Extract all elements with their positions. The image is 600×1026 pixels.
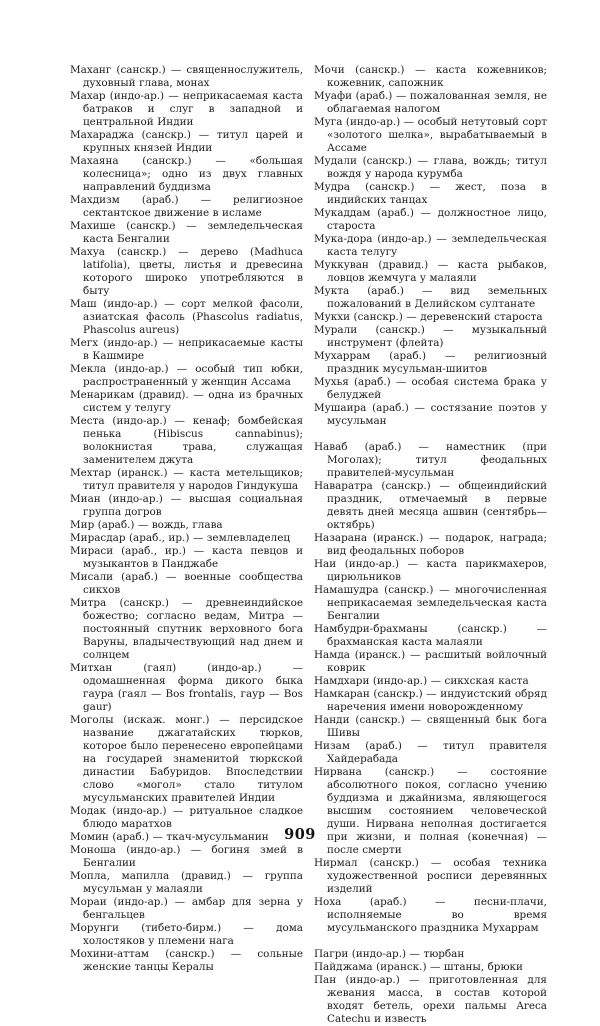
dictionary-entry: Намдхари (индо-ар.) — сикхская каста — [314, 675, 529, 687]
dictionary-entry: Намкаран (санскр.) — индуистский обряд наречения имени новорожденному — [314, 688, 547, 713]
dictionary-entry: Мир (араб.) — вождь, глава — [70, 519, 223, 531]
dictionary-entry: Махуа (санскр.) — дерево (Madhuca latifolia), цветы, листья и древесина которого широко употребляются в быту — [70, 246, 303, 297]
dictionary-entry: Мегх (индо-ар.) — неприкасаемые касты в Кашмире — [70, 337, 303, 362]
entry-group — [314, 441, 547, 935]
dictionary-entry: Муккуван (дравид.) — каста рыбаков, ловцов жемчуга у малаяли — [314, 259, 547, 284]
dictionary-entry: Мухаррам (араб.) — религиозный праздник мусульман-шиитов — [314, 350, 547, 375]
dictionary-entry: Мукта (араб.) — вид земельных пожалований в Делийском султанате — [314, 285, 547, 310]
dictionary-entry: Намашудра (санскр.) — многочисленная неприкасаемая земледельческая каста Бенгалии — [314, 584, 547, 622]
dictionary-entry: Места (индо-ар.) — кенаф; бомбейская пенька (Hibiscus cannabinus); волокнистая трава, служащая заменителем джута — [70, 415, 303, 466]
dictionary-entry: Мираси (араб., ир.) — каста певцов и музыкантов в Панджабе — [70, 545, 303, 570]
dictionary-entry: Махдизм (араб.) — религиозное сектантское движение в исламе — [70, 194, 303, 219]
dictionary-entry: Ноха (араб.) — песни-плачи, исполняемые во время мусульманского праздника Мухаррам — [314, 896, 547, 934]
entry-group — [314, 948, 547, 1026]
dictionary-entry: Мука-дора (индо-ар.) — земледельческая каста телугу — [314, 233, 547, 258]
dictionary-entry: Моголы (искаж. монг.) — персидское название джагатайских тюрков, которое было перенесено европейцами на государей знаменитой тюркской династии Бабуридов. Впоследствии слово «могол» стало титулом мусульманских правителей Индии — [70, 714, 303, 804]
dictionary-entry: Мукхи (санскр.) — деревенский староста — [314, 311, 543, 323]
page-number: 909 — [284, 826, 316, 843]
dictionary-entry: Менарикам (дравид). — одна из брачных систем у телугу — [70, 389, 303, 414]
dictionary-entry: Пан (индо-ар.) — приготовленная для жевания масса, в состав которой входят бетель, орехи пальмы Areca Catechu и известь — [314, 974, 547, 1025]
dictionary-entry: Митхан (гаял) (индо-ар.) — одомашненная форма дикого быка гаура (гаял — Bos frontalis, гаур — Bos gaur) — [70, 662, 303, 713]
dictionary-entry: Мекла (индо-ар.) — особый тип юбки, распространенный у женщин Ассама — [70, 363, 303, 388]
text-columns — [70, 64, 547, 1026]
dictionary-entry: Пайджама (иранск.) — штаны, брюки — [314, 961, 523, 973]
dictionary-entry: Мохини-аттам (санскр.) — сольные женские танцы Кералы — [70, 948, 303, 973]
dictionary-entry: Мушаира (араб.) — состязание поэтов у мусульман — [314, 402, 547, 427]
dictionary-entry: Наи (индо-ар.) — каста парикмахеров, цирюльников — [314, 558, 547, 583]
dictionary-entry: Маш (индо-ар.) — сорт мелкой фасоли, азиатская фасоль (Phascolus radiatus, Phascolus aureus) — [70, 298, 303, 336]
dictionary-entry: Мочи (санскр.) — каста кожевников; кожевник, сапожник — [314, 64, 547, 89]
dictionary-entry: Мораи (индо-ар.) — амбар для зерна у бенгальцев — [70, 896, 303, 921]
dictionary-entry: Моноша (индо-ар.) — богиня змей в Бенгалии — [70, 844, 303, 869]
dictionary-entry: Нирвана (санскр.) — состояние абсолютного покоя, согласно учению буддизма и джайнизма, являющегося высшим состоянием человеческой души. Нирвана неполная достигается при жизни, и полная (конечная) — после смерти — [314, 766, 547, 856]
dictionary-entry: Мопла, мапилла (дравид.) — группа мусульман у малаяли — [70, 870, 303, 895]
dictionary-entry: Мухья (араб.) — особая система брака у белуджей — [314, 376, 547, 401]
dictionary-entry: Мирасдар (араб., ир.) — землевладелец — [70, 532, 291, 544]
dictionary-entry: Мудали (санскр.) — глава, вождь; титул вождя у народа курумба — [314, 155, 547, 180]
entry-group — [314, 64, 547, 428]
dictionary-entry: Муафи (араб.) — пожалованная земля, не облагаемая налогом — [314, 90, 547, 115]
left-column — [70, 64, 303, 1026]
dictionary-entry: Момин (араб.) — ткач-мусульманин — [70, 831, 269, 843]
dictionary-entry: Мурали (санскр.) — музыкальный инструмент (флейта) — [314, 324, 547, 349]
dictionary-entry: Нирмал (санскр.) — особая техника художественной росписи деревянных изделий — [314, 857, 547, 895]
dictionary-entry: Нанди (санскр.) — священный бык бога Шивы — [314, 714, 547, 739]
dictionary-entry: Махише (санскр.) — земледельческая каста Бенгалии — [70, 220, 303, 245]
dictionary-entry: Митра (санскр.) — древнеиндийское божество; согласно ведам, Митра — постоянный спутник верховного бога Варуны, владычествующий над днем и солнцем — [70, 597, 303, 661]
dictionary-entry: Назарана (иранск.) — подарок, награда; вид феодальных поборов — [314, 532, 547, 557]
dictionary-entry: Наваб (араб.) — наместник (при Моголах); титул феодальных правителей-мусульман — [314, 441, 547, 479]
dictionary-entry: Махар (индо-ар.) — неприкасаемая каста батраков и слуг в западной и центральной Индии — [70, 90, 303, 128]
dictionary-entry: Махараджа (санскр.) — титул царей и крупных князей Индии — [70, 129, 303, 154]
dictionary-entry: Модак (индо-ар.) — ритуальное сладкое блюдо маратхов — [70, 805, 303, 830]
dictionary-entry: Махаяна (санскр.) — «большая колесница»; одно из двух главных направлений буддизма — [70, 155, 303, 193]
dictionary-entry: Морунги (тибето-бирм.) — дома холостяков у племени нага — [70, 922, 303, 947]
right-column — [314, 64, 547, 1026]
dictionary-entry: Низам (араб.) — титул правителя Хайдерабада — [314, 740, 547, 765]
dictionary-entry: Мудра (санскр.) — жест, поза в индийских танцах — [314, 181, 547, 206]
dictionary-entry: Намда (иранск.) — расшитый войлочный коврик — [314, 649, 547, 674]
dictionary-entry: Мукаддам (араб.) — должностное лицо, староста — [314, 207, 547, 232]
dictionary-entry: Мехтар (иранск.) — каста метельщиков; титул правителя у народов Гиндукуша — [70, 467, 303, 492]
dictionary-entry: Наваратра (санскр.) — общеиндийский праздник, отмечаемый в первые девять дней месяца ашвин (сентябрь—октябрь) — [314, 480, 547, 531]
dictionary-entry: Маханг (санскр.) — священнослужитель, духовный глава, монах — [70, 64, 303, 89]
dictionary-entry: Мисали (араб.) — военные сообщества сикхов — [70, 571, 303, 596]
dictionary-entry: Муга (индо-ар.) — особый нетутовый сорт «золотого шелка», вырабатываемый в Ассаме — [314, 116, 547, 154]
dictionary-entry: Пагри (индо-ар.) — тюрбан — [314, 948, 465, 960]
dictionary-entry: Намбудри-брахманы (санскр.) — брахманская каста малаяли — [314, 623, 547, 648]
dictionary-entry: Миан (индо-ар.) — высшая социальная группа догров — [70, 493, 303, 518]
